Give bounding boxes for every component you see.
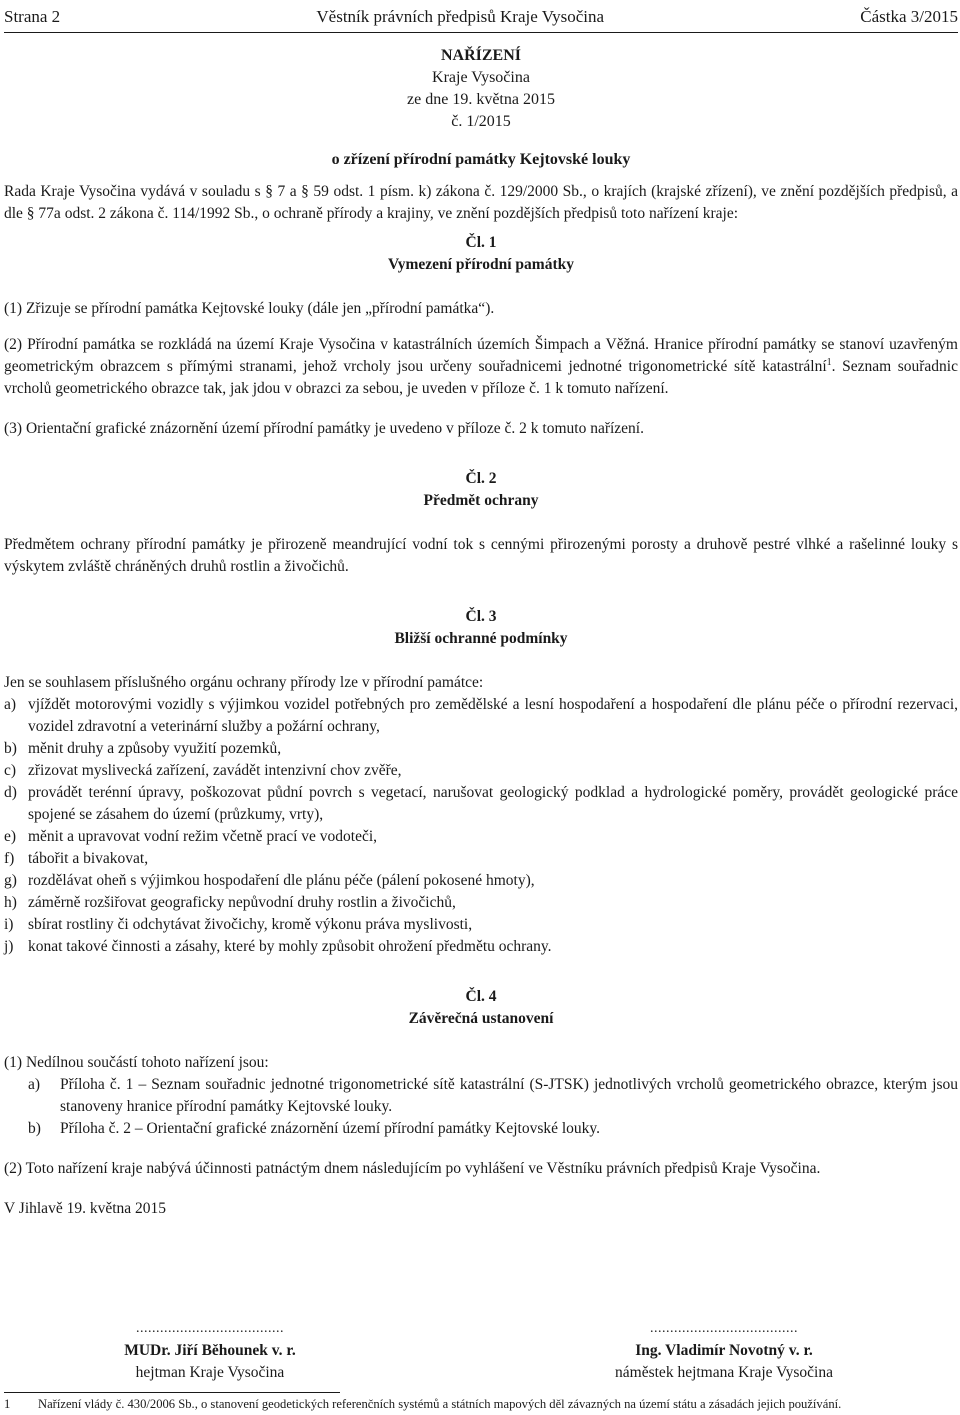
signature-left-line: ..................................... xyxy=(136,1321,284,1336)
condition-item-text: vjíždět motorovými vozidly s výjimkou vozidel potřebných pro zemědělské a lesní hospodaření a hospodaření dle plánu péče o přírodní rezervaci, vozidel zdravotní a veterinární služby a požární ochrany, xyxy=(28,696,958,735)
condition-item-text: měnit druhy a způsoby využití pozemků, xyxy=(28,740,282,757)
article-1-paragraph-2-part-a: (2) Přírodní památka se rozkládá na území Kraje Vysočina v katastrálních územích Šimpach a Věžná. Hranice přírodní památky se stanoví uzavřeným geometrickým obrazcem s přímými stranami, jehož vrcholy jsou určeny souřadnicemi jednotné trigonometrické sítě katastrální xyxy=(4,336,958,375)
title-line-4: č. 1/2015 xyxy=(451,113,511,130)
article-2-heading xyxy=(4,468,958,512)
footnote-number: 1 xyxy=(4,1397,11,1411)
article-4-paragraph-1-lead: (1) Nedílnou součástí tohoto nařízení jsou: xyxy=(4,1054,269,1071)
condition-item-text: tábořit a bivakovat, xyxy=(28,850,149,867)
condition-item xyxy=(4,760,958,782)
title-line-2: Kraje Vysočina xyxy=(432,69,530,86)
article-2-title: Předmět ochrany xyxy=(423,492,539,509)
condition-item-label: b) xyxy=(4,740,17,757)
condition-item xyxy=(4,914,958,936)
article-4-number: Čl. 4 xyxy=(465,988,497,1005)
footnote-text: Nařízení vlády č. 430/2006 Sb., o stanovení geodetických referenčních systémů a státních mapových děl závazných na území státu a zásadách jejich používání. xyxy=(38,1397,842,1411)
signature-left xyxy=(60,1318,360,1384)
condition-item-label: a) xyxy=(4,696,17,713)
signature-right-line: ..................................... xyxy=(650,1321,798,1336)
title-line-3: ze dne 19. května 2015 xyxy=(407,91,555,108)
article-1-paragraph-2 xyxy=(4,334,958,400)
header-issue: Částka 3/2015 xyxy=(860,7,958,26)
article-4-heading xyxy=(4,986,958,1030)
condition-item-label: j) xyxy=(4,938,14,955)
signature-left-role: hejtman Kraje Vysočina xyxy=(135,1364,285,1381)
condition-item xyxy=(4,738,958,760)
condition-item xyxy=(4,870,958,892)
condition-item-label: d) xyxy=(4,784,17,801)
article-2-paragraph: Předmětem ochrany přírodní památky je přirozeně meandrující vodní tok s cennými přirozenými porosty a druhově pestré vlhké a rašelinné louky s výskytem zvláště chráněných druhů rostlin a živočichů. xyxy=(4,536,958,575)
intro-paragraph: Rada Kraje Vysočina vydává v souladu s § 7 a § 59 odst. 1 písm. k) zákona č. 129/2000 Sb., o krajích (krajské zřízení), ve znění pozdějších předpisů, a dle § 77a odst. 2 zákona č. 114/1992 Sb., o ochraně přírody a krajiny, ve znění pozdějších předpisů toto nařízení kraje: xyxy=(4,183,958,222)
signature-left-name: MUDr. Jiří Běhounek v. r. xyxy=(124,1342,296,1359)
condition-item-label: i) xyxy=(4,916,14,933)
footnote xyxy=(4,1396,958,1412)
condition-item-text: měnit a upravovat vodní režim včetně prací ve vodoteči, xyxy=(28,828,378,845)
condition-item-text: sbírat rostliny či odchytávat živočichy, kromě výkonu práva myslivosti, xyxy=(28,916,473,933)
signature-right-role: náměstek hejtmana Kraje Vysočina xyxy=(615,1364,833,1381)
condition-item xyxy=(4,936,958,958)
condition-item xyxy=(4,892,958,914)
article-2-number: Čl. 2 xyxy=(465,470,497,487)
condition-item xyxy=(4,848,958,870)
article-4-title: Závěrečná ustanovení xyxy=(408,1010,554,1027)
condition-item xyxy=(4,826,958,848)
article-1-paragraph-2-part-b: . Seznam souřadnic vrcholů geometrického obrazce tak, jak jdou v obrazci za sebou, je uveden v příloze č. 1 k tomuto nařízení. xyxy=(4,358,958,397)
condition-item-label: g) xyxy=(4,872,17,889)
article-1-paragraph-1: (1) Zřizuje se přírodní památka Kejtovské louky (dále jen „přírodní památka“). xyxy=(4,300,495,317)
condition-item-text: záměrně rozšiřovat geograficky nepůvodní druhy rostlin a živočichů, xyxy=(28,894,456,911)
page-header xyxy=(4,0,958,33)
condition-item-label: e) xyxy=(4,828,17,845)
annex-item-text: Příloha č. 2 – Orientační grafické znázornění území přírodní památky Kejtovské louky. xyxy=(60,1120,601,1137)
header-journal-title: Věstník právních předpisů Kraje Vysočina xyxy=(316,7,605,26)
annex-item-label: b) xyxy=(28,1120,41,1137)
condition-item-text: provádět terénní úpravy, poškozovat půdní povrch s vegetací, narušovat geologický podklad a hydrologické poměry, provádět geologické práce spojené se zásahem do území (průzkumy, vrty), xyxy=(28,784,958,823)
article-3-lead: Jen se souhlasem příslušného orgánu ochrany přírody lze v přírodní památce: xyxy=(4,674,484,691)
article-1-heading xyxy=(4,232,958,276)
condition-item xyxy=(4,782,958,826)
article-4-annex-list xyxy=(4,1074,958,1140)
article-3-heading xyxy=(4,606,958,650)
condition-item-text: konat takové činnosti a zásahy, které by mohly způsobit ohrožení předmětu ochrany. xyxy=(28,938,552,955)
condition-item xyxy=(4,694,958,738)
signature-right xyxy=(574,1318,874,1384)
article-1-paragraph-3: (3) Orientační grafické znázornění území přírodní památky je uvedeno v příloze č. 2 k tomuto nařízení. xyxy=(4,420,644,437)
annex-item xyxy=(28,1118,958,1140)
annex-item-text: Příloha č. 1 – Seznam souřadnic jednotné trigonometrické sítě katastrální (S-JTSK) jednotlivých vrcholů geometrického obrazce, kterým jsou stanoveny hranice přírodní památky Kejtovské louky. xyxy=(60,1076,958,1115)
article-1-title: Vymezení přírodní památky xyxy=(387,256,574,273)
header-page-number: Strana 2 xyxy=(4,7,61,26)
document-page xyxy=(4,0,958,1220)
annex-item xyxy=(28,1074,958,1118)
title-line-1: NAŘÍZENÍ xyxy=(440,47,521,64)
place-and-date: V Jihlavě 19. května 2015 xyxy=(4,1200,167,1217)
article-3-number: Čl. 3 xyxy=(465,608,497,625)
signature-right-name: Ing. Vladimír Novotný v. r. xyxy=(635,1342,813,1359)
article-3-conditions-list xyxy=(4,694,958,958)
footnote-reference: 1 xyxy=(826,356,832,368)
annex-item-label: a) xyxy=(28,1076,41,1093)
document-title xyxy=(4,45,958,171)
condition-item-label: h) xyxy=(4,894,17,911)
condition-item-text: zřizovat myslivecká zařízení, zavádět intenzivní chov zvěře, xyxy=(28,762,402,779)
title-subject: o zřízení přírodní památky Kejtovské louky xyxy=(331,151,631,168)
condition-item-label: f) xyxy=(4,850,15,867)
article-1-number: Čl. 1 xyxy=(465,234,497,251)
footnote-divider xyxy=(4,1392,340,1393)
condition-item-label: c) xyxy=(4,762,17,779)
article-4-paragraph-2: (2) Toto nařízení kraje nabývá účinnosti patnáctým dnem následujícím po vyhlášení ve Věstníku právních předpisů Kraje Vysočina. xyxy=(4,1160,821,1177)
condition-item-text: rozdělávat oheň s výjimkou hospodaření dle plánu péče (pálení pokosené hmoty), xyxy=(28,872,535,889)
article-3-title: Bližší ochranné podmínky xyxy=(394,630,568,647)
